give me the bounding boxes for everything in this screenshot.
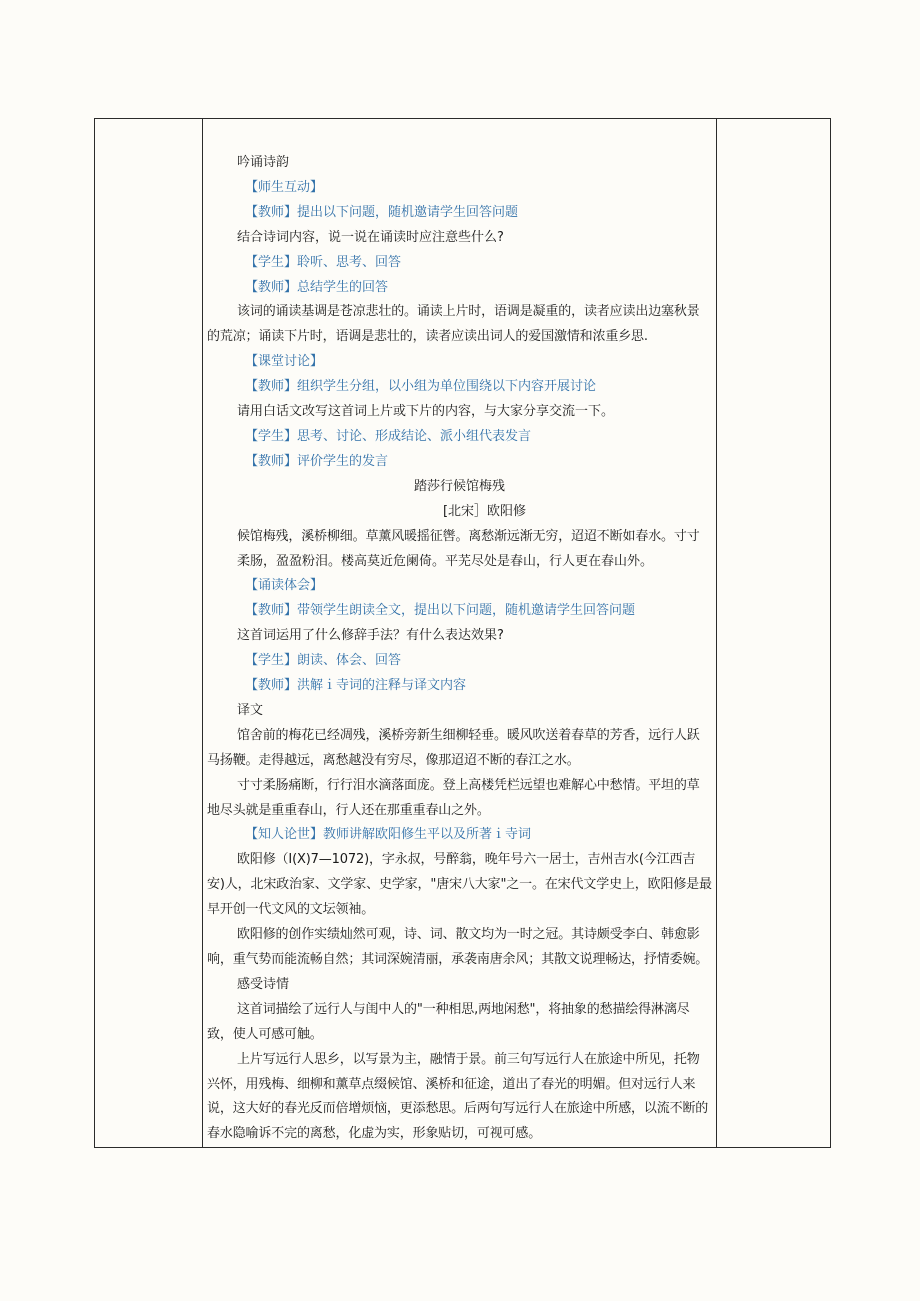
question: 结合诗词内容，说一说在诵读时应注意些什么? [237, 229, 504, 245]
teacher-step: 【教师】提出以下问题，随机邀请学生回答问题 [245, 204, 519, 220]
paragraph: 欧阳修的创作实绩灿然可观，诗、词、散文均为一时之冠。其诗颇受李白、韩愈影响，重气势而能流畅自然；其词深婉清丽，承袭南唐余风；其散文说理畅达，抒情委婉。 [207, 927, 709, 967]
paragraph: 上片写远行人思乡，以写景为主，融情于景。前三句写远行人在旅途中所见，托物兴怀，用残梅、细柳和薰草点缀候馆、溪桥和征途，道出了春光的明媚。但对远行人来说，这大好的春光反而倍增烦恼，更添愁思。后两句写远行人在旅途中所感，以流不断的春水隐喻诉不完的离愁，化虚为实，形象贴切，可视可感。 [207, 1051, 709, 1142]
activity-tag: 【诵读体会】 [245, 578, 324, 594]
student-step: 【学生】聆听、思考、回答 [245, 254, 402, 270]
right-column-cell [717, 119, 831, 1148]
poem-author: [北宋］欧阳修 [442, 503, 527, 519]
teacher-step: 【教师】组织学生分组，以小组为单位围绕以下内容开展讨论 [245, 379, 597, 395]
paragraph: 馆舍前的梅花已经凋残，溪桥旁新生细柳轻垂。暖风吹送着春草的芳香，远行人跃马扬鞭。走得越远，离愁越没有穷尽，像那迢迢不断的春江之水。 [207, 727, 700, 768]
section-heading: 吟诵诗韵 [237, 155, 290, 170]
question: 这首词运用了什么修辞手法？有什么表达效果? [237, 628, 504, 644]
poem-line: 柔肠，盈盈粉泪。楼高莫近危阑倚。平芜尽处是春山，行人更在春山外。 [237, 553, 654, 569]
teacher-step: 【教师】总结学生的回答 [245, 279, 389, 295]
paragraph: 寸寸柔肠痛断，行行泪水滴落面庞。登上高楼凭栏远望也难解心中愁情。平坦的草地尽头就是重重春山，行人还在那重重春山之外。 [207, 777, 700, 818]
lesson-plan-table [94, 118, 831, 1148]
question: 请用白话文改写这首词上片或下片的内容，与大家分享交流一下。 [237, 404, 615, 420]
activity-tag: 【课堂讨论】 [245, 354, 324, 370]
paragraph: 该词的诵读基调是苍凉悲壮的。诵读上片时，语调是凝重的，读者应读出边塞秋景的荒凉；诵读下片时，语调是悲壮的，读者应读出词人的爱国激情和浓重乡思. [207, 304, 700, 345]
activity-tag: 【知人论世】教师讲解欧阳修生平以及所著ｉ寺词 [245, 827, 532, 843]
teacher-step: 【教师】评价学生的发言 [245, 453, 389, 469]
left-column-cell [95, 119, 203, 1148]
paragraph: 欧阳修（I(X)7—1072)，字永叔，号醉翁，晚年号六一居士，吉州吉水(今江西吉安)人，北宋政治家、文学家、史学家，"唐宋八大家"之一。在宋代文学史上，欧阳修是最早开创一代文风的文坛领袖。 [207, 852, 712, 918]
poem-title: 踏莎行候馆梅残 [413, 478, 505, 494]
lesson-content [203, 119, 716, 1147]
activity-tag: 【师生互动】 [245, 179, 324, 195]
student-step: 【学生】朗读、体会、回答 [245, 653, 402, 669]
main-content-cell [203, 119, 717, 1148]
poem-line: 候馆梅残，溪桥柳细。草薰风暖摇征辔。离愁渐远渐无穷，迢迢不断如春水。寸寸 [237, 528, 700, 544]
student-step: 【学生】思考、讨论、形成结论、派小组代表发言 [245, 428, 532, 444]
section-heading: 译文 [237, 702, 264, 718]
section-heading: 感受诗情 [237, 976, 290, 992]
teacher-step: 【教师】洪解ｉ寺词的注释与译文内容 [245, 678, 467, 694]
teacher-step: 【教师】带领学生朗读全文，提出以下问题，随机邀请学生回答问题 [245, 603, 636, 619]
paragraph: 这首词描绘了远行人与闺中人的"一种相思,两地闲愁"，将抽象的愁描绘得淋漓尽致，使人可感可触。 [207, 1001, 690, 1042]
